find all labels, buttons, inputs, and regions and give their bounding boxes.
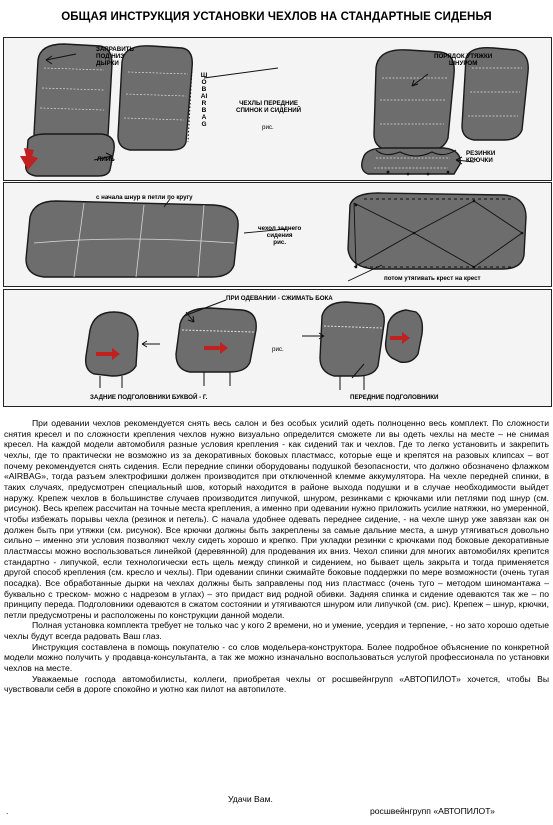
label-cord-start: с начала шнур в петли по кругу bbox=[96, 194, 193, 201]
rear-headrest-left bbox=[86, 312, 138, 376]
label-airbag-seam: ШОВ AIRBAG bbox=[200, 72, 208, 128]
front-headrest-left bbox=[320, 302, 384, 376]
label-rear-cover: чехол заднего сидения рис. bbox=[258, 225, 302, 246]
signature-greeting: Удачи Вам. bbox=[228, 794, 273, 804]
paragraph: Полная установка комплекта требует не только час у кого 2 времени, но и умение, усердия и терпение, - но зато хорошо одетые чехлы будут всегда радовать Ваш глаз. bbox=[4, 620, 549, 642]
label-rear-headrests: ЗАДНИЕ ПОДГОЛОВНИКИ БУКВОЙ - Г. bbox=[90, 394, 208, 401]
instruction-text bbox=[4, 418, 549, 695]
label-fig-3: рис. bbox=[272, 346, 284, 353]
right-cover-cushion bbox=[362, 148, 460, 174]
left-seat-cushion bbox=[26, 134, 115, 176]
label-elastic-hooks: РЕЗИНКИ КРЮЧКИ bbox=[466, 150, 496, 164]
label-front-headrests: ПЕРЕДНИЕ ПОДГОЛОВНИКИ bbox=[350, 394, 439, 401]
label-lip: ЛИПЬ bbox=[97, 156, 115, 163]
label-compress-sides: ПРИ ОДЕВАНИИ - СЖИМАТЬ БОКА bbox=[226, 295, 333, 302]
label-cross-lace: потом утягивать крест на крест bbox=[384, 275, 481, 282]
paragraph: При одевании чехлов рекомендуется снять весь салон и без особых усилий одеть полноценно весь комплект. По сложности снятия кресел и по сложности крепления чехлов нужно визуально определится сможете ли вы одеть чехлы на месте – не снимая кресел. На каждой модели автомобиля разные условия крепления - как сидений так и чехлов. Где то легко установить и закрепить чехлы, где то практически не возможно из за декоративных боковых пластмасс, которые еще и крепятся на разовых клипсах – вот почему рекомендуется снять сидения. Если передние спинки оборудованы подушкой безопасности, что должно обозначено флажком «AIRBAG», тогда разъем электрофишки должен производится при отключенной клемме аккумулятора. На чехле передней спинки, в таких случаях, предусмотрен специальный шов, который находится в районе выхода подушки и в случае необходимости выйдет наружу. Крепеж чехлов в большинстве случаев производится липучкой, шнуром, резинками с крючками или петлями под шнур (см. рисунок). Весь крепеж рассчитан на точные места крепления, а именно при одевании нужно приложить усилие натяжки, но умеренной, чтобы избежать порывы чехла (резинок и петель). С начала удобнее одевать переднее сидение, - на чехле шнур уже завязан как он должен быть при утяжки (см. рисунок). Все крючки должны быть закреплены за самые дальние места, а шнур утягиваться довольно сильно – именно эти условия позволяют чехлу сидеть хорошо и крепко. При укладки резинки с крючками под боковые декоративные пластмассы можно воспользоваться линейкой (деревянной) для продевания их вниз. Чехол спинки для многих автомобилях крепится стандартно - липучкой, если технологически есть щель между спинкой и сидением, но бывает щель закрыта и тогда применяется другой способ крепления (см. кресло и чехлы). При одевании спинки сжимайте боковые поддержки по мере возможности (очень тугая посадка). Все обработанные дырки на чехлах должны быть заправлены под низ пластмасс (очень туго – методом шиномантажа – буквально с треском- можно с надрезом в углах) – это придаст вид родной обивки. Задняя спинка и сидение одеваются так же – по принципу переда. Подголовники одеваются в сжатом состоянии и утягиваются шнуром или липучкой (см. рис). Крепеж – шнур, крючки, петли предусмотрены и расположены по конструкции данной модели. bbox=[4, 418, 549, 620]
page-title: ОБЩАЯ ИНСТРУКЦИЯ УСТАНОВКИ ЧЕХЛОВ НА СТАНДАРТНЫЕ СИДЕНЬЯ bbox=[61, 11, 492, 23]
rear-seat-figure bbox=[3, 182, 552, 287]
label-front-covers: ЧЕХЛЫ ПЕРЕДНИЕ СПИНОК И СИДЕНИЙ bbox=[236, 100, 302, 114]
signature-company: росшвейнгрупп «АВТОПИЛОТ» bbox=[370, 806, 495, 816]
rear-headrest-right bbox=[176, 308, 256, 372]
label-tuck-holes: ЗАПРАВИТЬ ПОД НИЗ ДЫРКИ bbox=[96, 46, 134, 67]
headrest-figure bbox=[3, 289, 552, 407]
signature-dot: . bbox=[6, 806, 9, 816]
label-cord-order: ПОРЯДОК УТЯЖКИ ШНУРОМ bbox=[434, 53, 493, 67]
front-seat-figure bbox=[3, 37, 552, 181]
paragraph: Инструкция составлена в помощь покупателю - со слов модельера-конструктора. Более подробное объяснение по конкретной модели можно получить у продавца-консультанта, а так же можно изначально воспользоваться услугой профессионала по установки чехлов на месте. bbox=[4, 641, 549, 674]
paragraph: Уважаемые господа автомобилисты, коллеги, приобретая чехлы от росшвейнгрупп «АВТОПИЛОТ» хочется, чтобы Вы чувствовали себя в дороге спокойно и уютно как пилот на автопилоте. bbox=[4, 673, 549, 695]
label-fig-1: рис. bbox=[262, 124, 274, 131]
rear-cover-underside bbox=[348, 193, 526, 269]
